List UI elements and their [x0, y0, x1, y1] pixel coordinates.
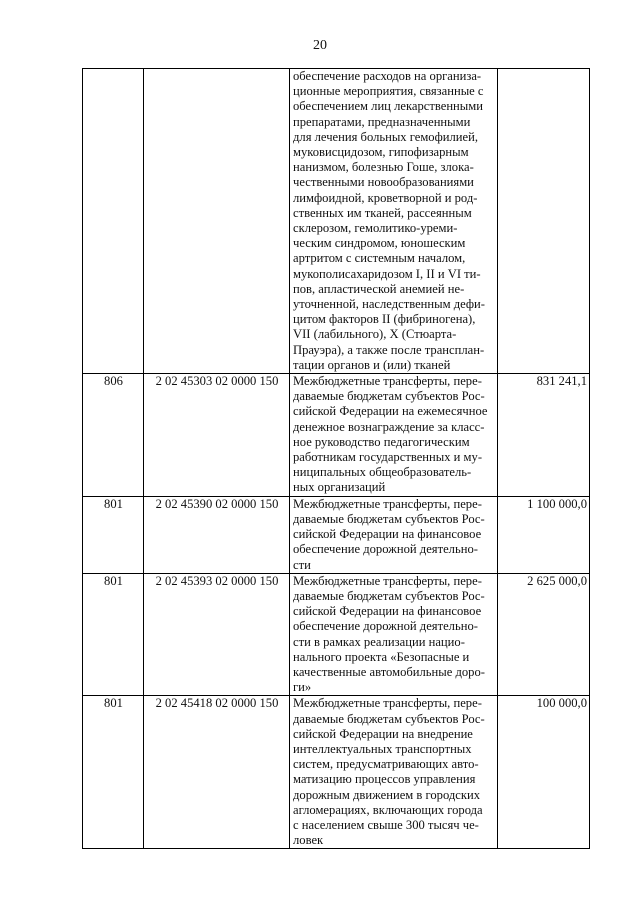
description-line: ниципальных общеобразователь- — [293, 465, 472, 480]
admin-code-cell: 801 — [83, 696, 144, 849]
revenue-code-cell: 2 02 45393 02 0000 150 — [144, 573, 290, 696]
description-line: даваемые бюджетам субъектов Рос- — [293, 511, 485, 526]
description-line: качественные автомобильные доро- — [293, 664, 485, 679]
description-line: Прауэра), а также после трансплан- — [293, 342, 485, 357]
description-line: дорожным движением в городских — [293, 787, 481, 802]
description-line: цитом факторов II (фибриногена), — [293, 312, 476, 327]
description-line: муковисцидозом, гипофизарным — [293, 145, 469, 160]
description-line: для лечения больных гемофилией, — [293, 129, 479, 144]
table-row — [83, 496, 590, 573]
description-line: матизацию процессов управления — [293, 772, 476, 787]
description-line: ловек — [293, 833, 324, 848]
description-line: ное руководство педагогическим — [293, 434, 470, 449]
page-number: 20 — [313, 38, 327, 53]
table-row — [83, 374, 590, 497]
description-line: ственных им тканей, рассеянным — [293, 205, 472, 220]
description-line: обеспечение дорожной деятельно- — [293, 542, 478, 557]
description-line: обеспечением лиц лекарственными — [293, 99, 483, 114]
description-line: артритом с системным началом, — [293, 251, 466, 266]
description-line: ческим синдромом, юношеским — [293, 236, 466, 251]
description-line: денежное вознаграждение за класс- — [293, 419, 485, 434]
description-line: ных организаций — [293, 480, 386, 495]
description-line: сти в рамках реализации нацио- — [293, 634, 465, 649]
description-line: тации органов и (или) тканей — [293, 357, 451, 372]
amount-cell — [498, 69, 590, 374]
admin-code-cell: 801 — [83, 496, 144, 573]
description-line: обеспечение расходов на организа- — [293, 69, 482, 83]
description-line: обеспечение дорожной деятельно- — [293, 619, 478, 634]
description-line: нального проекта «Безопасные и — [293, 649, 470, 664]
description-cell — [290, 496, 498, 573]
description-line: работникам государственных и му- — [293, 450, 483, 465]
description-line: ционные мероприятия, связанные с — [293, 84, 484, 99]
amount-cell: 2 625 000,0 — [498, 573, 590, 696]
description-line: Межбюджетные трансферты, пере- — [293, 374, 482, 389]
description-line: даваемые бюджетам субъектов Рос- — [293, 711, 485, 726]
description-cell — [290, 69, 498, 374]
admin-code-cell: 806 — [83, 374, 144, 497]
description-line: сийской Федерации на финансовое — [293, 604, 482, 619]
description-line: систем, предусматривающих авто- — [293, 757, 479, 772]
description-cell — [290, 374, 498, 497]
revenue-code-cell — [144, 69, 290, 374]
description-line: сийской Федерации на внедрение — [293, 726, 473, 741]
description-line: Межбюджетные трансферты, пере- — [293, 696, 482, 711]
table-row — [83, 69, 590, 374]
table-body — [83, 69, 590, 849]
amount-cell: 1 100 000,0 — [498, 496, 590, 573]
description-line: мукополисахаридозом I, II и VI ти- — [293, 266, 481, 281]
description-line: даваемые бюджетам субъектов Рос- — [293, 588, 485, 603]
revenue-code-cell: 2 02 45390 02 0000 150 — [144, 496, 290, 573]
description-line: Межбюджетные трансферты, пере- — [293, 496, 482, 511]
description-line: Межбюджетные трансферты, пере- — [293, 573, 482, 588]
description-line: лимфоидной, кроветворной и род- — [293, 190, 478, 205]
amount-cell: 831 241,1 — [498, 374, 590, 497]
description-line: даваемые бюджетам субъектов Рос- — [293, 389, 485, 404]
amount-cell: 100 000,0 — [498, 696, 590, 849]
description-cell — [290, 573, 498, 696]
description-line: чественными новообразованиями — [293, 175, 474, 190]
table-row — [83, 696, 590, 849]
budget-table — [82, 68, 590, 849]
admin-code-cell: 801 — [83, 573, 144, 696]
revenue-code-cell: 2 02 45418 02 0000 150 — [144, 696, 290, 849]
table-row — [83, 573, 590, 696]
description-line: сти — [293, 557, 311, 572]
description-line: ги» — [293, 680, 312, 695]
description-line: пов, апластической анемией не- — [293, 281, 465, 296]
description-line: агломерациях, включающих города — [293, 802, 483, 817]
description-line: сийской Федерации на ежемесячное — [293, 404, 488, 419]
description-line: склерозом, гемолитико-уреми- — [293, 221, 458, 236]
description-line: с населением свыше 300 тысяч че- — [293, 817, 479, 832]
revenue-code-cell: 2 02 45303 02 0000 150 — [144, 374, 290, 497]
description-line: уточненной, наследственным дефи- — [293, 297, 485, 312]
description-line: препаратами, предназначенными — [293, 114, 471, 129]
description-line: VII (лабильного), X (Стюарта- — [293, 327, 457, 342]
description-line: нанизмом, болезнью Гоше, злока- — [293, 160, 474, 175]
description-line: сийской Федерации на финансовое — [293, 527, 482, 542]
admin-code-cell — [83, 69, 144, 374]
description-line: интеллектуальных транспортных — [293, 741, 472, 756]
description-cell — [290, 696, 498, 849]
